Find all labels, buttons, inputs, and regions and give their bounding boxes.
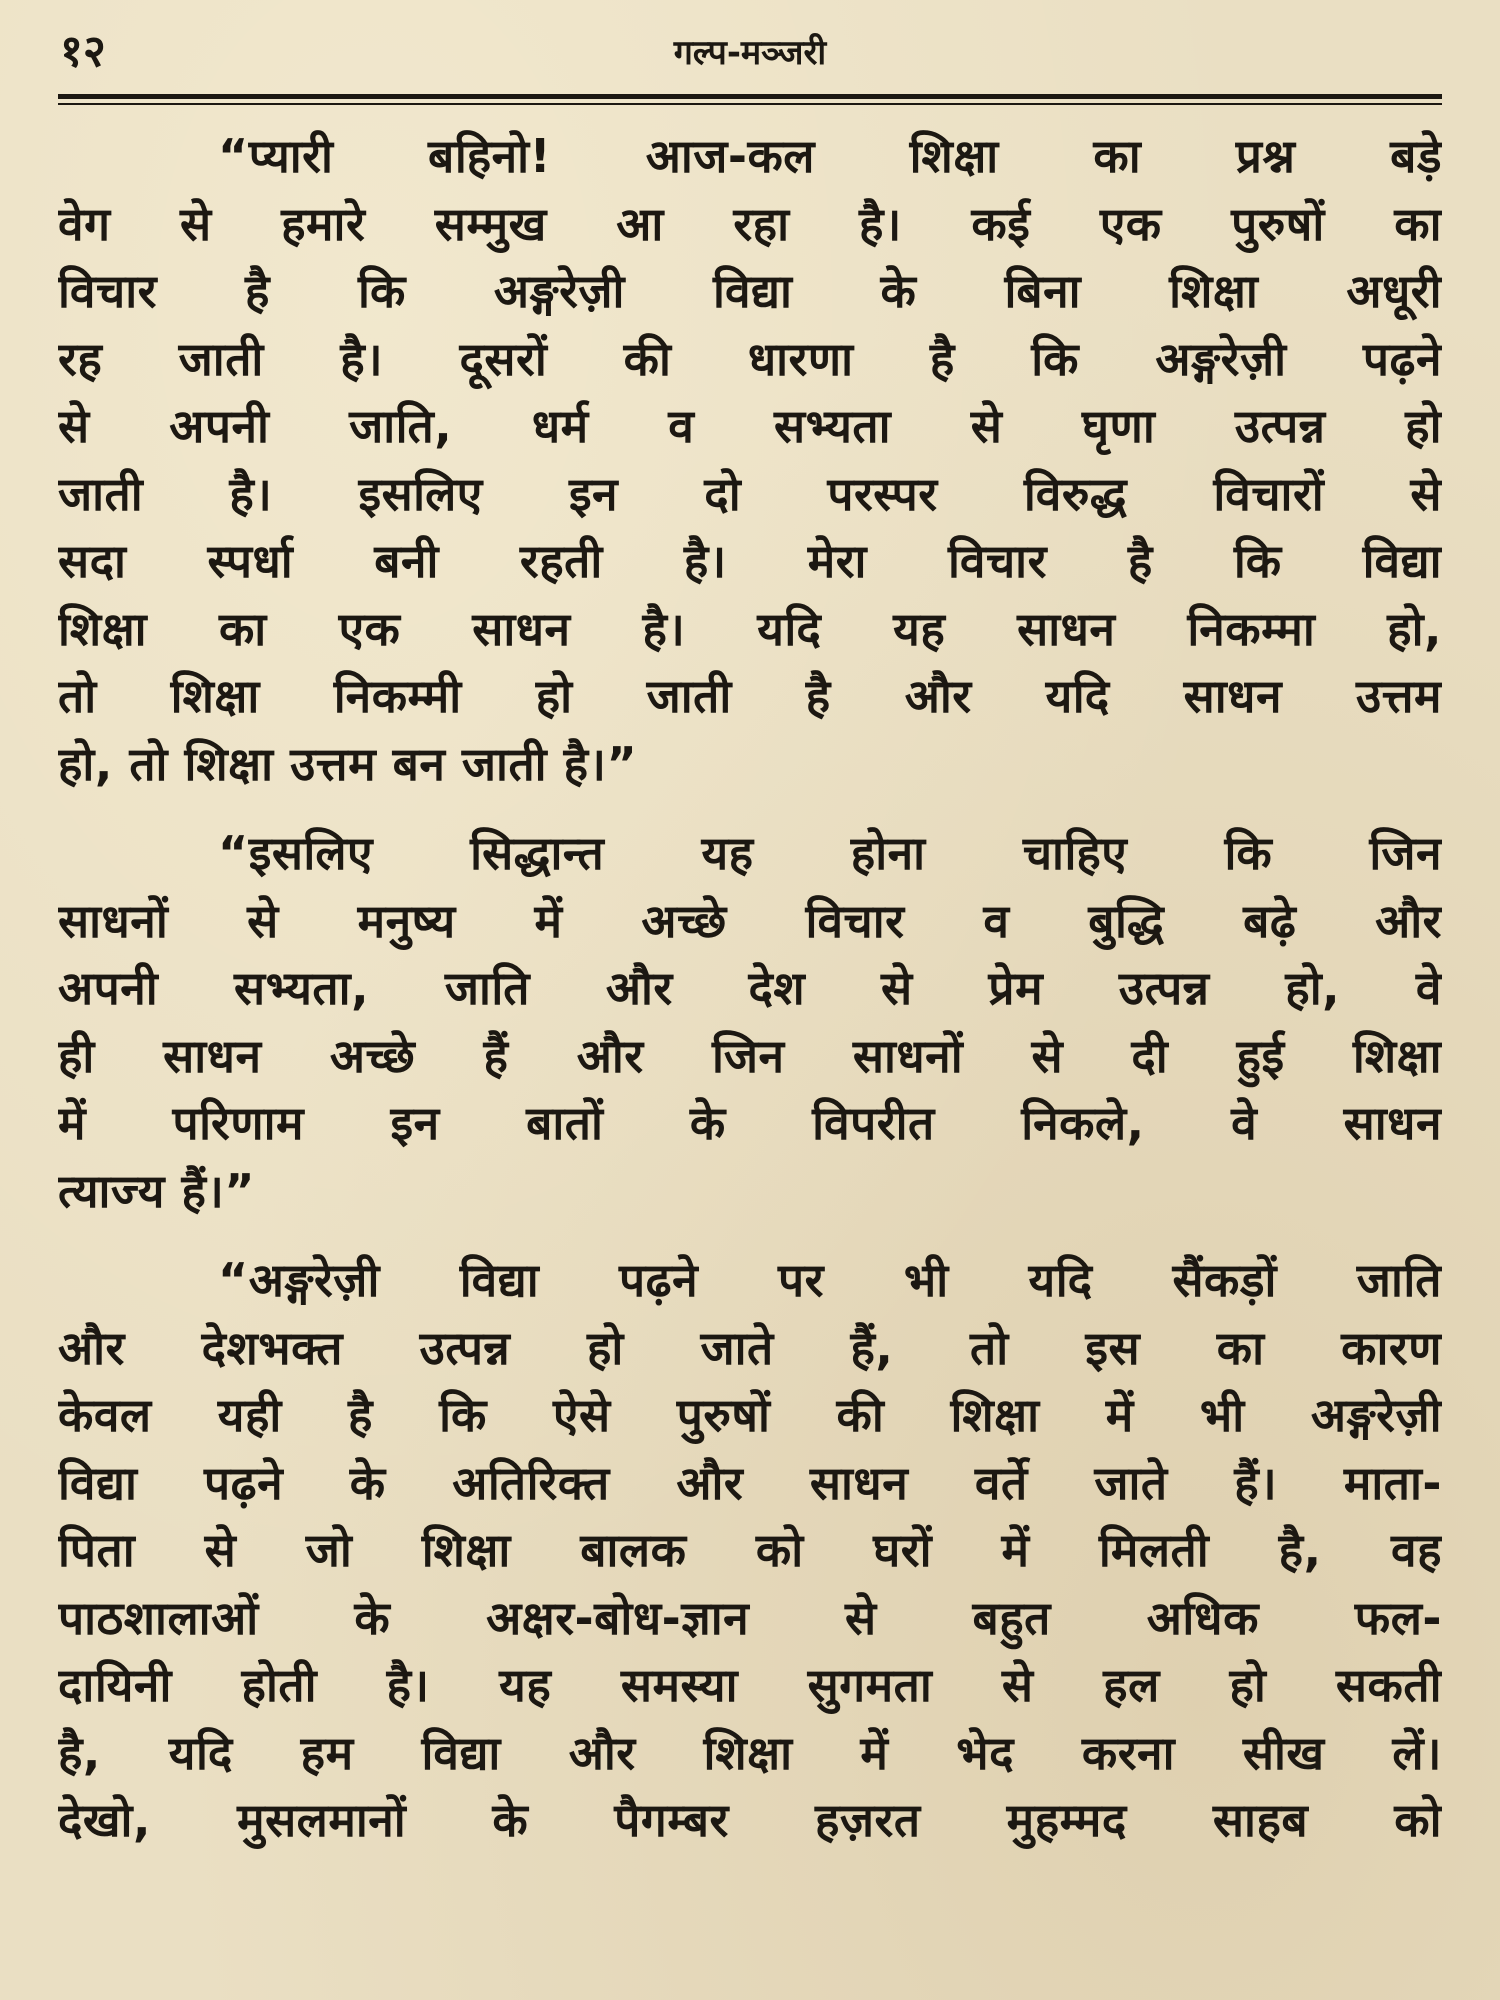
- text-line: साधनों से मनुष्य में अच्छे विचार व बुद्धि बढ़े और: [58, 893, 1442, 948]
- text-line: त्याज्य हैं।”: [58, 1163, 256, 1218]
- text-line: विचार है कि अङ्गरेज़ी विद्या के बिना शिक्षा अधूरी: [58, 264, 1442, 318]
- text-line: विद्या पढ़ने के अतिरिक्त और साधन वर्ते जाते हैं। माता-: [58, 1455, 1442, 1510]
- header-rule-thin: [58, 103, 1442, 105]
- body-text: [58, 123, 1442, 1855]
- text-line: “इसलिए सिद्धान्त यह होना चाहिए कि जिन: [218, 826, 1442, 880]
- paragraph-2: [58, 820, 1442, 1225]
- text-line: पिता से जो शिक्षा बालक को घरों में मिलती है, वह: [58, 1523, 1442, 1577]
- paragraph-3: [58, 1247, 1442, 1855]
- text-line: है, यदि हम विद्या और शिक्षा में भेद करना सीख लें।: [58, 1725, 1442, 1780]
- text-line: में परिणाम इन बातों के विपरीत निकले, वे साधन: [58, 1096, 1442, 1150]
- text-line: “अङ्गरेज़ी विद्या पढ़ने पर भी यदि सैंकड़ों जाति: [218, 1253, 1442, 1307]
- running-title: गल्प-मञ्जरी: [673, 33, 827, 73]
- text-line: तो शिक्षा निकम्मी हो जाती है और यदि साधन उत्तम: [58, 669, 1442, 723]
- text-line: और देशभक्त उत्पन्न हो जाते हैं, तो इस का कारण: [58, 1320, 1442, 1375]
- text-line: ही साधन अच्छे हैं और जिन साधनों से दी हुई शिक्षा: [58, 1028, 1442, 1083]
- text-line: देखो, मुसलमानों के पैगम्बर हज़रत मुहम्मद साहब को: [58, 1793, 1442, 1847]
- text-line: पाठशालाओं के अक्षर-बोध-ज्ञान से बहुत अधिक फल-: [58, 1590, 1442, 1645]
- text-line: जाती है। इसलिए इन दो परस्पर विरुद्ध विचारों से: [58, 466, 1442, 521]
- text-line: अपनी सभ्यता, जाति और देश से प्रेम उत्पन्न हो, वे: [58, 961, 1442, 1015]
- text-line: केवल यही है कि ऐसे पुरुषों की शिक्षा में भी अङ्गरेज़ी: [58, 1388, 1442, 1442]
- header-rule-thick: [58, 94, 1442, 99]
- text-line: शिक्षा का एक साधन है। यदि यह साधन निकम्मा हो,: [58, 601, 1442, 656]
- text-line: रह जाती है। दूसरों की धारणा है कि अङ्गरेज़ी पढ़ने: [58, 331, 1442, 386]
- text-line: “प्यारी बहिनो! आज-कल शिक्षा का प्रश्न बड़े: [218, 129, 1442, 183]
- text-line: दायिनी होती है। यह समस्या सुगमता से हल हो सकती: [58, 1658, 1442, 1712]
- text-line: वेग से हमारे सम्मुख आ रहा है। कई एक पुरुषों का: [58, 196, 1442, 251]
- page-number: १२: [60, 26, 106, 77]
- running-head: [58, 0, 1442, 90]
- paragraph-1: [58, 123, 1442, 798]
- text-line: हो, तो शिक्षा उत्तम बन जाती है।”: [58, 736, 638, 791]
- text-line: सदा स्पर्धा बनी रहती है। मेरा विचार है कि विद्या: [58, 534, 1442, 588]
- text-line: से अपनी जाति, धर्म व सभ्यता से घृणा उत्पन्न हो: [58, 399, 1442, 453]
